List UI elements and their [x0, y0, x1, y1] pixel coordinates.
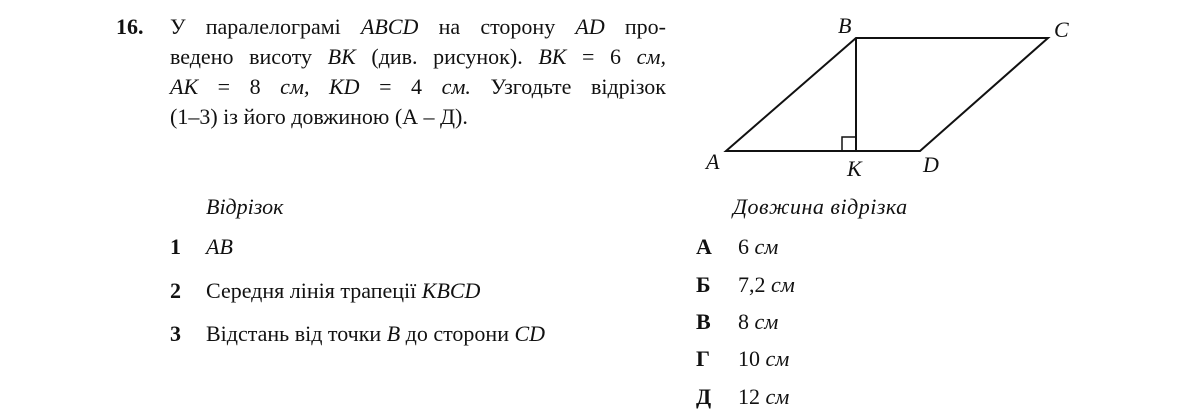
length-letter: В [696, 309, 711, 334]
segment-text: до сторони [400, 321, 515, 346]
segment-item-2 [170, 276, 480, 306]
length-value: 8 [738, 309, 755, 334]
length-unit: см [754, 234, 779, 259]
length-value: 10 [738, 346, 766, 371]
parallelogram-abcd [726, 38, 1048, 151]
segments-heading: Відрізок [206, 194, 284, 219]
segment-text: KBCD [421, 278, 481, 303]
length-value: 12 [738, 384, 766, 409]
segment-number: 2 [170, 278, 181, 303]
label-c: C [1054, 17, 1069, 42]
segment-text: CD [514, 321, 546, 346]
length-option [696, 382, 789, 412]
lengths-heading: Довжина відрізка [733, 194, 908, 219]
statement-line-2: ведено висоту BK (див. рисунок). BK = 6 см, [170, 44, 666, 69]
length-value: 6 [738, 234, 755, 259]
parallelogram-diagram [690, 10, 1090, 185]
right-angle-mark [842, 137, 856, 151]
problem-number: 16. [116, 14, 144, 39]
length-option [696, 307, 778, 337]
length-letter: Б [696, 272, 711, 297]
segment-text: Середня лінія трапеції [206, 278, 422, 303]
length-option [696, 232, 778, 262]
length-unit: см [754, 309, 779, 334]
statement-line-3: AK = 8 см, KD = 4 см. Узгодьте відрізок [170, 74, 666, 99]
length-option [696, 344, 789, 374]
segment-number: 3 [170, 321, 181, 346]
statement-line-4: (1–3) із його довжиною (А – Д). [170, 104, 468, 129]
label-a: A [706, 149, 720, 174]
length-unit: см [765, 384, 790, 409]
segment-text: AB [206, 234, 233, 259]
label-d: D [923, 152, 939, 177]
length-unit: см [765, 346, 790, 371]
parallelogram-figure [690, 10, 1090, 185]
length-letter: Д [696, 384, 712, 409]
length-letter: Г [696, 346, 710, 371]
label-k: K [847, 156, 862, 181]
length-value: 7,2 [738, 272, 771, 297]
segment-item-1 [170, 232, 233, 262]
length-letter: А [696, 234, 712, 259]
segment-text: B [386, 321, 401, 346]
statement-line-1: У паралелограмі ABCD на сторону AD про- [170, 14, 666, 39]
label-b: B [838, 13, 852, 38]
problem-statement [170, 12, 666, 132]
segment-number: 1 [170, 234, 181, 259]
segment-item-3 [170, 319, 545, 349]
length-unit: см [771, 272, 795, 297]
segment-text: Відстань від точки [206, 321, 387, 346]
length-option [696, 270, 795, 300]
